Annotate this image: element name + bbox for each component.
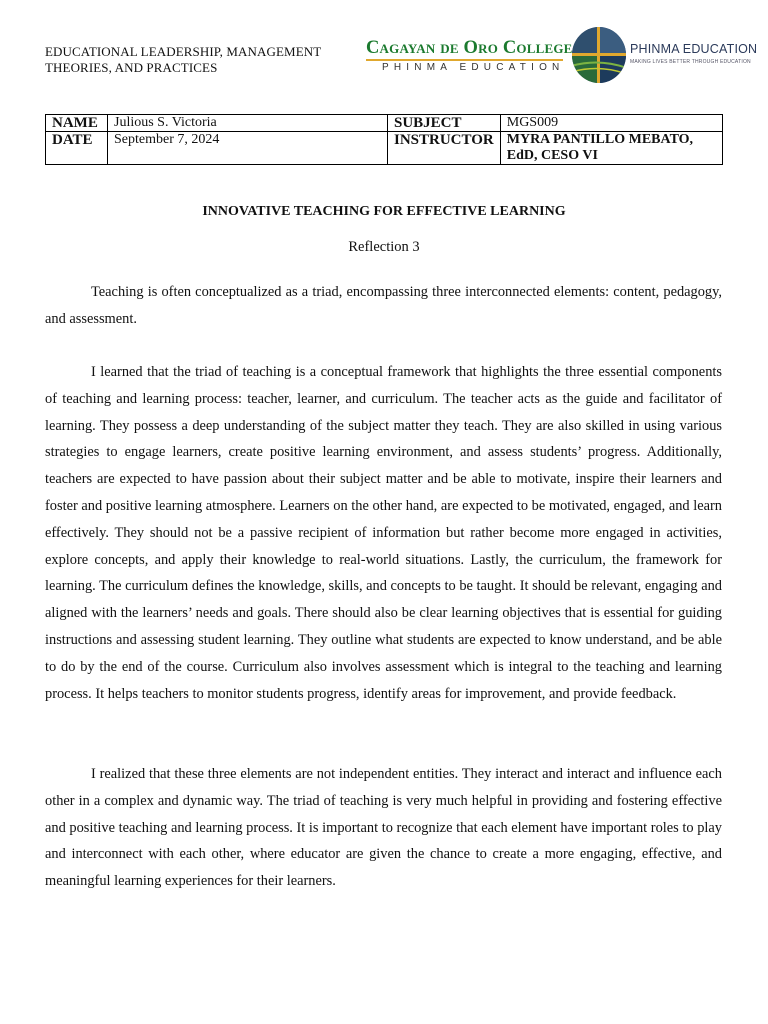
date-value: September 7, 2024 bbox=[108, 132, 388, 165]
instructor-label: INSTRUCTOR bbox=[388, 132, 501, 165]
student-info-table bbox=[45, 114, 723, 165]
logo-underline bbox=[366, 59, 563, 61]
paragraph-intro: Teaching is often conceptualized as a triad, encompassing three interconnected elements: content, pedagogy, and assessment. bbox=[45, 284, 722, 327]
college-name: Cagayan de Oro College bbox=[366, 38, 573, 58]
paragraph-conclusion: I realized that these three elements are not independent entities. They interact and interact and influence each other in a complex and dynamic way. The triad of teaching is very much helpful in providing and fostering effective and positive teaching and learning process. It is important to recognize that each element have important roles to play and interconnect with each other, where educator are given the chance to create a more engaging, effective, and meaningful learning experiences for their learners. bbox=[45, 766, 722, 890]
info-row-date bbox=[46, 132, 723, 165]
college-subtitle: PHINMA EDUCATION bbox=[382, 62, 565, 73]
document-subtitle: Reflection 3 bbox=[348, 239, 420, 255]
phinma-logo bbox=[630, 42, 760, 65]
name-value: Julious S. Victoria bbox=[108, 115, 388, 132]
document-title: INNOVATIVE TEACHING FOR EFFECTIVE LEARNING bbox=[202, 204, 566, 219]
paragraph-body: I learned that the triad of teaching is a conceptual framework that highlights the three essential components of teaching and learning process: teacher, learner, and curriculum. The teacher acts as the guide and facilitator of learning. They possess a deep understanding of the subject matter they teach. They are also skilled in using various strategies to engage learners, create positive learning environment, and assess students’ progress. Additionally, teachers are expected to have passion about their subject matter and be able to motivate, inspire their learners and foster and positive learning atmosphere. Learners on the other hand, are expected to be motivated, engaged, and learn effectively. They should not be a passive recipient of information but rather become more engaged in activities, explore concepts, and apply their knowledge to real-world situations. Lastly, the curriculum, the framework for learning. The curriculum defines the knowledge, skills, and concepts to be taught. It should be relevant, engaging and aligned with the learners’ needs and goals. There should also be clear learning objectives that is essential for guiding instructions and assessing student learning. They outline what students are expected to know understand, and be able to do by the end of the course. Curriculum also involves assessment which is integral to the teaching and learning process. It helps teachers to monitor students progress, identify areas for improvement, and provide feedback. bbox=[45, 364, 722, 702]
name-label: NAME bbox=[46, 115, 108, 132]
instructor-value: MYRA PANTILLO MEBATO, EdD, CESO VI bbox=[500, 132, 722, 165]
info-row-name bbox=[46, 115, 723, 132]
phinma-name: PHINMA EDUCATION bbox=[630, 42, 758, 56]
subject-value: MGS009 bbox=[500, 115, 722, 132]
college-logo bbox=[366, 38, 573, 78]
date-label: DATE bbox=[46, 132, 108, 165]
subject-label: SUBJECT bbox=[388, 115, 501, 132]
phinma-tagline: MAKING LIVES BETTER THROUGH EDUCATION bbox=[630, 59, 751, 65]
phinma-seal-icon bbox=[571, 26, 627, 84]
course-title: EDUCATIONAL LEADERSHIP, MANAGEMENT THEORIES, AND PRACTICES bbox=[45, 44, 322, 75]
